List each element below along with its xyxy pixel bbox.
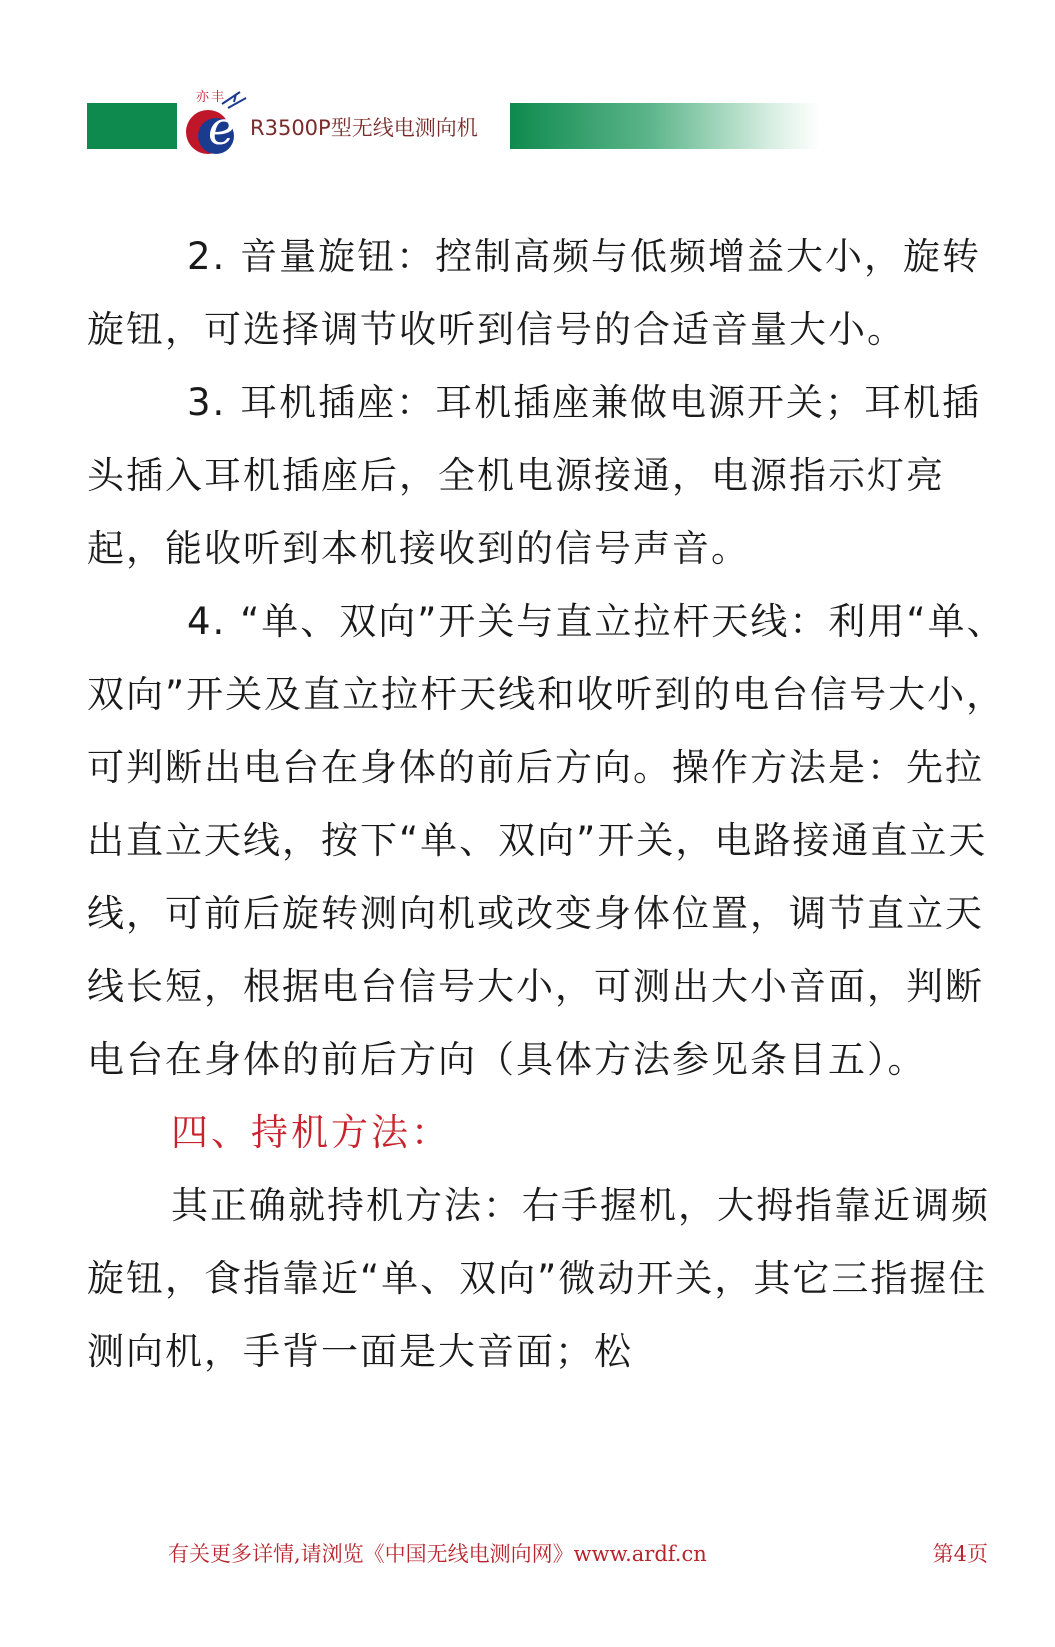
logo-text: 亦丰 — [196, 90, 227, 105]
header-green-bar-left — [87, 103, 177, 149]
section-heading-holding-method: 四、持机方法： — [171, 1111, 451, 1154]
page-footer — [168, 1538, 988, 1568]
paragraph-direction-switch: 4. “单、双向”开关与直立拉杆天线：利用“单、双向”开关及直立拉杆天线和收听到的电台信号大小，可判断出电台在身体的前后方向。操作方法是：先拉出直立天线，按下“单、双向”开关，电路接通直立天线，可前后旋转测向机或改变身体位置，调节直立天线长短，根据电台信号大小，可测出大小音面，判断电台在身体的前后方向（具体方法参见条目五）。 — [87, 600, 1006, 1081]
document-title: R3500P型无线电测向机 — [250, 116, 478, 140]
paragraph-earphone-jack: 3. 耳机插座：耳机插座兼做电源开关；耳机插头插入耳机插座后，全机电源接通，电源指示灯亮起，能收听到本机接收到的信号声音。 — [87, 381, 982, 570]
header-green-bar-right — [510, 103, 820, 149]
page-number: 第4页 — [932, 1542, 988, 1566]
page-header — [0, 0, 1055, 170]
page-content — [87, 220, 1007, 1388]
footer-website-note: 有关更多详情,请浏览《中国无线电测向网》www.ardf.cn — [168, 1542, 707, 1566]
paragraph-volume-knob: 2. 音量旋钮：控制高频与低频增益大小，旋转旋钮，可选择调节收听到信号的合适音量大小。 — [87, 235, 982, 351]
svg-text:e: e — [208, 101, 236, 155]
paragraph-holding-method: 其正确就持机方法：右手握机，大拇指靠近调频旋钮，食指靠近“单、双向”微动开关，其它三指握住测向机，手背一面是大音面；松 — [87, 1184, 990, 1373]
